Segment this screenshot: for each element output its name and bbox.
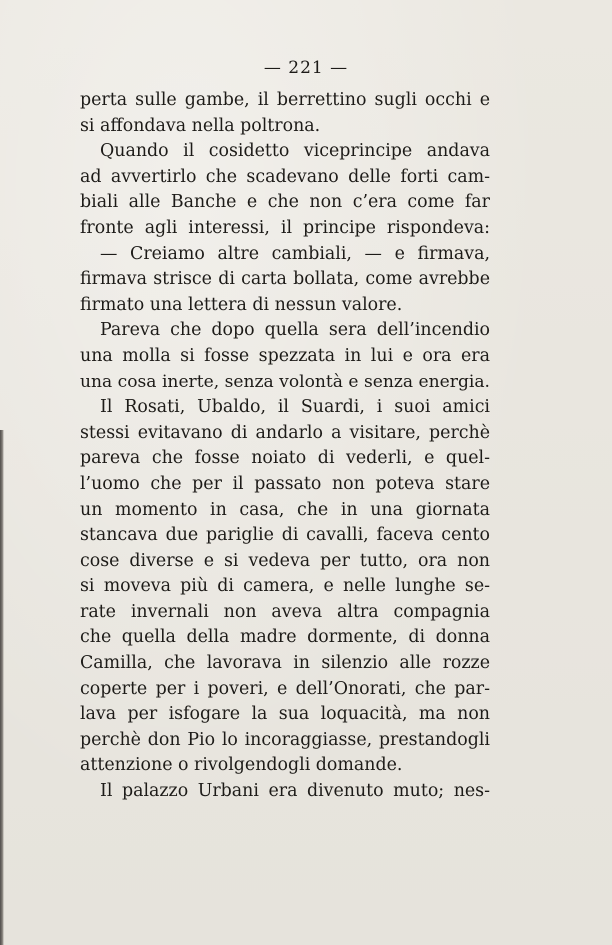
text-line: Pareva che dopo quella sera dell’incendio	[100, 320, 490, 341]
text-line: una molla si fosse spezzata in lui e ora era	[80, 345, 490, 366]
text-line: firmato una lettera di nessun valore.	[80, 294, 403, 315]
text-line: una cosa inerte, senza volontà e senza energia.	[80, 371, 490, 392]
text-line: Il palazzo Urbani era divenuto muto; nes-	[100, 781, 490, 802]
text-line: rate invernali non aveva altra compagnia	[80, 601, 490, 622]
text-line: stancava due pariglie di cavalli, faceva cento	[80, 525, 490, 546]
text-line: stessi evitavano di andarlo a visitare, perchè	[80, 422, 490, 443]
text-line: perta sulle gambe, il berrettino sugli occhi e	[80, 90, 490, 110]
text-line: firmava strisce di carta bollata, come avrebbe	[80, 269, 490, 290]
text-line: pareva che fosse noiato di vederli, e quel-	[80, 448, 490, 469]
text-line: Il Rosati, Ubaldo, il Suardi, i suoi amici	[100, 397, 490, 418]
text-line: cose diverse e si vedeva per tutto, ora non	[80, 550, 490, 571]
page-number: — 221 —	[263, 58, 349, 78]
text-line: Quando il cosidetto viceprincipe andava	[100, 141, 490, 162]
text-line: attenzione o rivolgendogli domande.	[80, 755, 403, 776]
text-line: si affondava nella poltrona.	[80, 115, 321, 136]
text-line: l’uomo che per il passato non poteva stare	[80, 473, 490, 494]
text-line: si moveva più di camera, e nelle lunghe se-	[80, 576, 490, 597]
text-line: un momento in casa, che in una giornata	[80, 499, 490, 520]
text-line: lava per isfogare la sua loquacità, ma non	[80, 704, 490, 725]
text-line: coperte per i poveri, e dell’Onorati, che par-	[80, 678, 490, 699]
text-line: perchè don Pio lo incoraggiasse, prestandogli	[80, 729, 490, 750]
text-line: Camilla, che lavorava in silenzio alle rozze	[80, 653, 490, 674]
text-line: che quella della madre dormente, di donna	[80, 627, 490, 648]
body-text	[80, 88, 490, 805]
text-line: biali alle Banche e che non c’era come far	[80, 192, 490, 213]
binding-edge	[0, 430, 4, 945]
text-line: ad avvertirlo che scadevano delle forti cam-	[80, 166, 490, 187]
text-line: — Creiamo altre cambiali, — e firmava,	[100, 243, 490, 264]
text-line: fronte agli interessi, il principe rispondeva:	[80, 217, 490, 238]
